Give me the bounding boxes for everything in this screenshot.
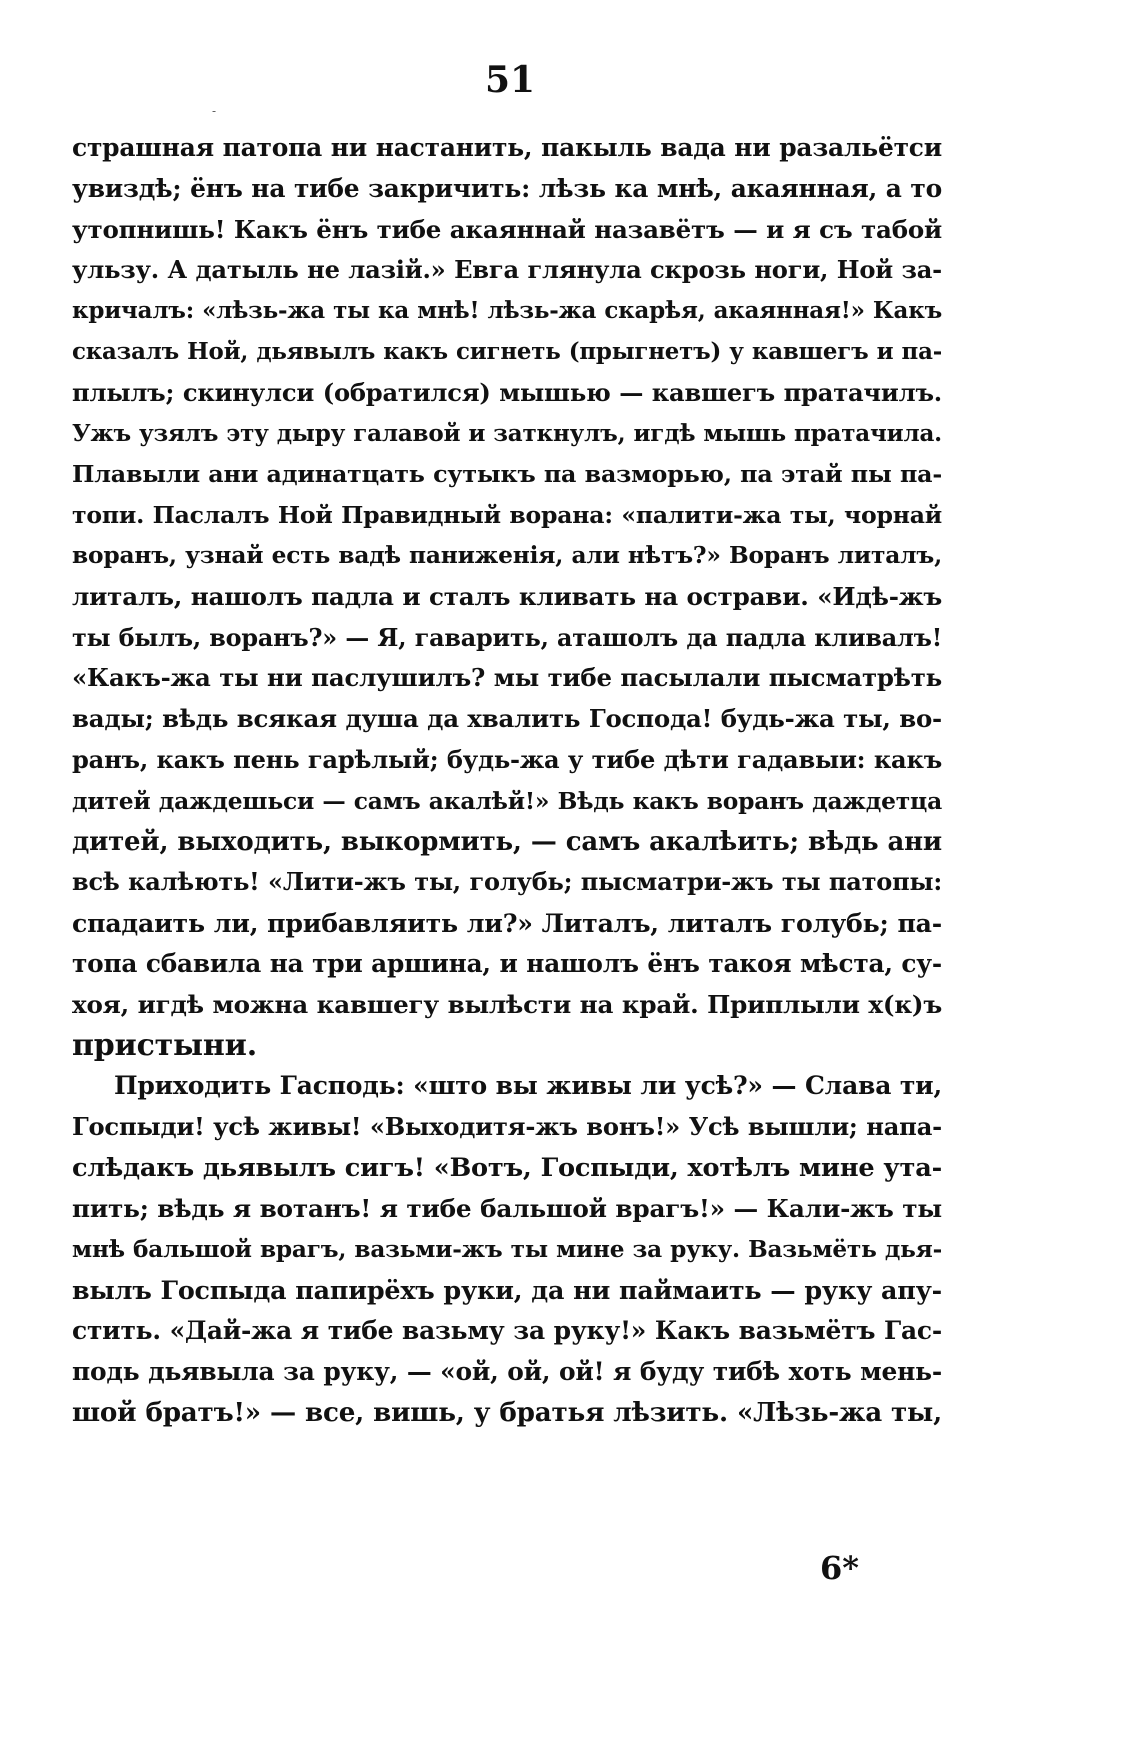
text-line: слѣдакъ дьявылъ сигъ! «Вотъ, Госпыди, хотѣлъ мине ута- xyxy=(72,1152,942,1183)
text-line: дитей, выходить, выкормить, — самъ акалѣить; вѣдь ани xyxy=(72,826,942,857)
text-line: вылъ Госпыда папирёхъ руки, да ни паймаить — руку апу- xyxy=(72,1275,942,1306)
text-line: ульзу. А датыль не лазій.» Евга глянула скрозь ноги, Ной за- xyxy=(72,255,942,285)
text-line: сказалъ Ной, дьявылъ какъ сигнеть (прыгнетъ) у кавшегъ и па- xyxy=(72,338,942,365)
text-line: «Какъ-жа ты ни паслушилъ? мы тибе пасылали пысматрѣть xyxy=(72,663,942,693)
text-line-paragraph-start: Приходить Гасподь: «што вы живы ли усѣ?» — Слава ти, xyxy=(114,1071,942,1101)
text-line: спадаить ли, прибавляить ли?» Литалъ, литалъ голубь; па- xyxy=(72,908,942,939)
text-line: дитей даждешьси — самъ акалѣй!» Вѣдь какъ воранъ даждетца xyxy=(72,786,942,815)
text-line: плылъ; скинулси (обратился) мышью — кавшегъ пратачилъ. xyxy=(72,377,942,407)
text-line-paragraph-end: пристыни. xyxy=(72,1027,257,1063)
text-line: ты былъ, воранъ?» — Я, гаварить, аташолъ да падла кливалъ! xyxy=(72,623,942,652)
text-line: стить. «Дай-жа я тибе вазьму за руку!» Какъ вазьмётъ Гас- xyxy=(72,1316,942,1346)
text-line: пить; вѣдь я вотанъ! я тибе бальшой врагъ!» — Кали-жъ ты xyxy=(72,1193,942,1223)
text-line: воранъ, узнай есть вадѣ паниженія, али нѣтъ?» Воранъ литалъ, xyxy=(72,541,942,569)
text-line: увиздѣ; ёнъ на тибе закричить: лѣзь ка мнѣ, акаянная, а то xyxy=(72,173,942,203)
text-line: литалъ, нашолъ падла и сталъ кливать на острави. «Идѣ-жъ xyxy=(72,581,942,611)
text-line: всѣ калѣють! «Лити-жъ ты, голубь; пысматри-жъ ты патопы: xyxy=(72,867,942,897)
printer-dash-mark: - xyxy=(212,104,217,118)
text-line: утопнишь! Какъ ёнъ тибе акаяннай назавётъ — и я съ табой xyxy=(72,214,942,244)
text-line: Плавыли ани адинатцать сутыкъ па вазморью, па этай пы па- xyxy=(72,460,942,489)
text-line: шой братъ!» — все, вишь, у братья лѣзить. «Лѣзь-жа ты, xyxy=(72,1396,942,1428)
text-line: подь дьявыла за руку, — «ой, ой, ой! я буду тибѣ хоть мень- xyxy=(72,1356,942,1386)
text-line: ранъ, какъ пень гарѣлый; будь-жа у тибе дѣти гадавыи: какъ xyxy=(72,744,942,774)
text-line: страшная патопа ни настанить, пакыль вада ни разальётси xyxy=(72,133,942,162)
text-line: кричалъ: «лѣзь-жа ты ка мнѣ! лѣзь-жа скарѣя, акаянная!» Какъ xyxy=(72,297,942,325)
text-line: топа сбавила на три аршина, и нашолъ ёнъ такоя мѣста, су- xyxy=(72,948,942,978)
text-line: Госпыди! усѣ живы! «Выходитя-жъ вонъ!» Усѣ вышли; напа- xyxy=(72,1112,942,1142)
page-number: 51 xyxy=(484,59,536,101)
text-line: топи. Паслалъ Ной Правидный ворана: «палити-жа ты, чорнай xyxy=(72,501,942,530)
text-line: Ужъ узялъ эту дыру галавой и заткнулъ, игдѣ мышь пратачила. xyxy=(72,419,942,447)
text-line: вады; вѣдь всякая душа да хвалить Господа! будь-жа ты, во- xyxy=(72,704,942,734)
printer-signature-mark: 6* xyxy=(820,1549,859,1587)
text-line: мнѣ бальшой врагъ, вазьми-жъ ты мине за руку. Вазьмёть дья- xyxy=(72,1235,942,1263)
text-line: хоя, игдѣ можна кавшегу вылѣсти на край. Приплыли х(к)ъ xyxy=(72,989,942,1019)
body-text xyxy=(72,128,942,1434)
